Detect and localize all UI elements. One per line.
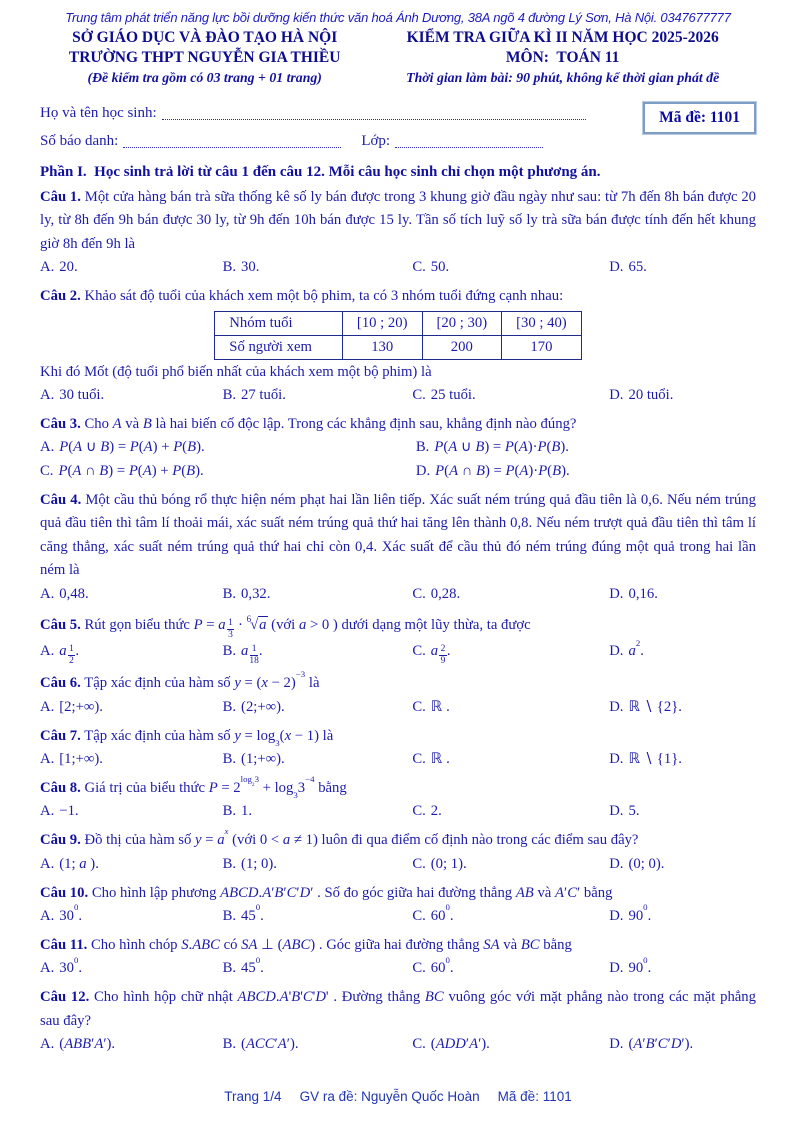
q11-option-a[interactable]: A. $30^0$.: [40, 954, 83, 977]
q12-option-b[interactable]: B. (ACC′A′).: [222, 1036, 299, 1053]
question-4: [40, 489, 756, 607]
question-label: Câu 1.: [40, 188, 81, 205]
q8-option-b[interactable]: B. 1.: [222, 803, 253, 820]
options: [40, 256, 756, 280]
question-label: Câu 5.: [40, 616, 81, 633]
question-10: [40, 882, 756, 929]
question-label: Câu 8.: [40, 779, 81, 796]
q11-option-b[interactable]: B. $45^0$.: [222, 954, 264, 977]
question-8: [40, 774, 756, 824]
question-body: Giá trị của biểu thức $P = 2^{log_23} + \log_33^{-4}$ bằng: [84, 774, 347, 801]
q8-option-d[interactable]: D. 5.: [609, 803, 640, 820]
question-1: [40, 186, 756, 280]
options: [40, 800, 756, 824]
header-right-column: [369, 28, 756, 88]
header-left-column: [40, 28, 369, 88]
q10-option-d[interactable]: D. $90^0$.: [609, 902, 652, 925]
q12-option-a[interactable]: A. (ABB′A′).: [40, 1036, 116, 1053]
question-body: Cho hình lập phương ABCD.A′B′C′D′ . Số đo góc giữa hai đường thẳng AB và A′C′ bằng: [91, 884, 613, 901]
q7-option-d[interactable]: D. ℝ ∖ {1}.: [609, 751, 682, 768]
q2-option-b[interactable]: B. 27 tuổi.: [222, 386, 286, 403]
exam-author: GV ra đề: Nguyễn Quốc Hoàn: [299, 1089, 480, 1104]
q10-option-a[interactable]: A. $30^0$.: [40, 902, 83, 925]
question-label: Câu 4.: [40, 491, 82, 508]
q3-option-d[interactable]: D. P(A ∩ B) = P(A)·P(B).: [415, 462, 570, 479]
page-number: Trang 1/4: [224, 1089, 282, 1104]
q1-option-a[interactable]: A. 20.: [40, 259, 78, 276]
q5-option-d[interactable]: D. $a^2$.: [609, 637, 644, 660]
q2-option-a[interactable]: A. 30 tuổi.: [40, 386, 105, 403]
question-body: Cho hình chóp S.ABC có SA ⊥ (ABC) . Góc giữa hai đường thẳng SA và BC bằng: [91, 936, 572, 953]
table-cell: [30 ; 40): [502, 312, 582, 336]
question-body: Rút gọn biểu thức P = a $\frac{1}{3}$ · $^6$√a (với a > 0 ) dưới dạng một lũy thừa, ta được: [84, 613, 531, 640]
question-12: [40, 986, 756, 1057]
q11-option-d[interactable]: D. $90^0$.: [609, 954, 652, 977]
question-6: [40, 669, 756, 719]
student-id-label: Số báo danh:: [40, 132, 119, 149]
question-2: [40, 285, 756, 408]
q8-option-a[interactable]: A. −1.: [40, 803, 79, 820]
q3-option-a[interactable]: A. P(A ∪ B) = P(A) + P(B).: [40, 439, 205, 456]
exam-pages-note: (Đề kiểm tra gồm có 03 trang + 01 trang): [87, 69, 322, 85]
q4-option-b[interactable]: B. 0,32.: [222, 585, 271, 602]
options: [40, 637, 756, 667]
center-header-note: Trung tâm phát triển năng lực bồi dưỡng kiến thức văn hoá Ánh Dương, 38A ngõ 4 đường Lý Sơn, Hà Nội. 0347677777: [65, 10, 731, 25]
q12-option-c[interactable]: C. (ADD′A′).: [412, 1036, 490, 1053]
table-cell: Nhóm tuổi: [215, 312, 343, 336]
table-cell: Số người xem: [215, 336, 343, 360]
question-body: Một cầu thủ bóng rổ thực hiện ném phạt hai lần liên tiếp. Xác suất ném trúng quả đầu tiên là 0,6. Nếu ném trúng quả đầu tiên thì tâm lí thoải mái, xác suất ném trúng quả thứ hai tăng lên thành 0,8. Nếu ném trượt quả đầu tiên thì tâm lí căng thẳng, xác suất ném trúng quả thứ hai chỉ còn 0,4. Xác suất để cầu thủ đó ném trúng đúng một quả trong hai lần ném là: [40, 491, 756, 579]
options: [40, 384, 756, 408]
options: [40, 954, 756, 981]
student-id-field[interactable]: [123, 132, 341, 148]
q9-option-c[interactable]: C. (0; 1).: [412, 855, 467, 872]
q6-option-b[interactable]: B. (2;+∞).: [222, 698, 285, 715]
q11-option-c[interactable]: C. $60^0$.: [412, 954, 454, 977]
q10-option-c[interactable]: C. $60^0$.: [412, 902, 454, 925]
options: [40, 583, 756, 607]
q2-option-d[interactable]: D. 20 tuổi.: [609, 386, 674, 403]
q12-option-d[interactable]: D. (A′B′C′D′).: [609, 1036, 694, 1053]
q3-option-b[interactable]: B. P(A ∪ B) = P(A)·P(B).: [415, 439, 569, 456]
q10-option-b[interactable]: B. $45^0$.: [222, 902, 264, 925]
question-label: Câu 11.: [40, 936, 88, 953]
question-note: Khi đó Mốt (độ tuổi phổ biến nhất của khách xem một bộ phim) là: [40, 363, 432, 380]
question-label: Câu 2.: [40, 287, 81, 304]
question-label: Câu 9.: [40, 832, 81, 849]
department-name: SỞ GIÁO DỤC VÀ ĐÀO TẠO HÀ NỘI: [72, 29, 338, 46]
exam-subject: MÔN: TOÁN 11: [505, 49, 620, 67]
q4-option-d[interactable]: D. 0,16.: [609, 585, 658, 602]
questions-list: [40, 181, 756, 1058]
table-cell: [20 ; 30): [422, 312, 502, 336]
q6-option-d[interactable]: D. ℝ ∖ {2}.: [609, 698, 682, 715]
class-field[interactable]: [395, 132, 543, 148]
question-5: [40, 612, 756, 668]
q1-option-c[interactable]: C. 50.: [412, 259, 450, 276]
question-label: Câu 7.: [40, 727, 81, 744]
student-name-label: Họ và tên học sinh:: [40, 104, 157, 121]
student-name-field[interactable]: [162, 104, 586, 120]
options: [40, 902, 756, 929]
options: [40, 853, 756, 877]
table-cell: [10 ; 20): [342, 312, 422, 336]
question-extra: [40, 311, 756, 383]
q7-option-a[interactable]: A. [1;+∞).: [40, 751, 103, 768]
question-label: Câu 6.: [40, 675, 81, 692]
q7-option-b[interactable]: B. (1;+∞).: [222, 751, 285, 768]
question-body: Tập xác định của hàm số $y = (x - 2)^{-3}$ là: [84, 669, 320, 692]
question-7: [40, 725, 756, 772]
question-label: Câu 12.: [40, 989, 90, 1006]
q7-option-c[interactable]: C. ℝ .: [412, 751, 450, 768]
question-9: [40, 826, 756, 876]
class-label: Lớp:: [361, 132, 391, 149]
q1-option-b[interactable]: B. 30.: [222, 259, 260, 276]
table-cell: 200: [422, 336, 502, 360]
q4-option-a[interactable]: A. 0,48.: [40, 585, 89, 602]
q3-option-c[interactable]: C. P(A ∩ B) = P(A) + P(B).: [40, 462, 204, 479]
q6-option-c[interactable]: C. ℝ .: [412, 698, 450, 715]
question-body: Một cửa hàng bán trà sữa thống kê số ly bán được trong 3 khung giờ đầu ngày như sau: từ 7h đến 8h bán được 20 ly, từ 8h đến 9h bán được 30 ly, từ 9h đến 10h bán được 15 ly. Tần số tích luỹ số ly trà sữa bán được tính đến hết khung giờ 8h đến 9h là: [40, 188, 757, 252]
question-label: Câu 3.: [40, 415, 81, 432]
exam-header: [40, 28, 756, 88]
question-table: [214, 311, 581, 360]
q2-option-c[interactable]: C. 25 tuổi.: [412, 386, 476, 403]
exam-code-box: Mã đề: 1101: [643, 102, 756, 134]
question-body: Khảo sát độ tuổi của khách xem một bộ phim, ta có 3 nhóm tuổi đứng cạnh nhau:: [84, 287, 564, 304]
q9-option-d[interactable]: D. (0; 0).: [609, 855, 665, 872]
question-label: Câu 10.: [40, 884, 89, 901]
q5-option-c[interactable]: C. a $\frac{2}{9}$ .: [412, 643, 451, 667]
question-body: Đồ thị của hàm số $y = a^x$ (với 0 < a ≠ 1) luôn đi qua điểm cố định nào trong các điểm sau đây?: [84, 826, 639, 849]
q8-option-c[interactable]: C. 2.: [412, 803, 442, 820]
q5-option-a[interactable]: A. a $\frac{1}{2}$ .: [40, 643, 80, 667]
q9-option-b[interactable]: B. (1; 0).: [222, 855, 277, 872]
school-name: TRƯỜNG THPT NGUYỄN GIA THIỀU: [68, 49, 341, 67]
student-info-section: [40, 104, 756, 150]
question-3: [40, 413, 756, 484]
table-cell: 170: [502, 336, 582, 360]
footer-exam-code: Mã đề: 1101: [497, 1089, 572, 1104]
question-body: Tập xác định của hàm số $y = \log_3(x - 1)$ là: [84, 727, 334, 748]
exam-title: KIỂM TRA GIỮA KÌ II NĂM HỌC 2025-2026: [406, 29, 719, 46]
question-body: Cho hình hộp chữ nhật ABCD.A'B'C'D' . Đường thẳng BC vuông góc với mặt phẳng nào trong các mặt phẳng sau đây?: [40, 989, 756, 1029]
options: [40, 696, 756, 720]
options: [40, 748, 756, 772]
exam-duration: Thời gian làm bài: 90 phút, không kể thời gian phát đề: [406, 69, 720, 85]
q5-option-b[interactable]: B. a $\frac{1}{18}$ .: [222, 643, 263, 667]
options: [40, 1033, 756, 1057]
part1-title: Phần I. Học sinh trả lời từ câu 1 đến câu 12. Mỗi câu học sinh chỉ chọn một phương án.: [40, 163, 601, 180]
question-body: Cho A và B là hai biến cố độc lập. Trong các khẳng định sau, khẳng định nào đúng?: [84, 415, 577, 432]
q6-option-a[interactable]: A. [2;+∞).: [40, 698, 103, 715]
q9-option-a[interactable]: A. (1; a ).: [40, 855, 99, 872]
student-id-row: [40, 132, 756, 150]
page-footer: [40, 1089, 756, 1104]
options: [40, 436, 756, 484]
table-cell: 130: [342, 336, 422, 360]
question-11: [40, 934, 756, 981]
q4-option-c[interactable]: C. 0,28.: [412, 585, 461, 602]
q1-option-d[interactable]: D. 65.: [609, 259, 647, 276]
